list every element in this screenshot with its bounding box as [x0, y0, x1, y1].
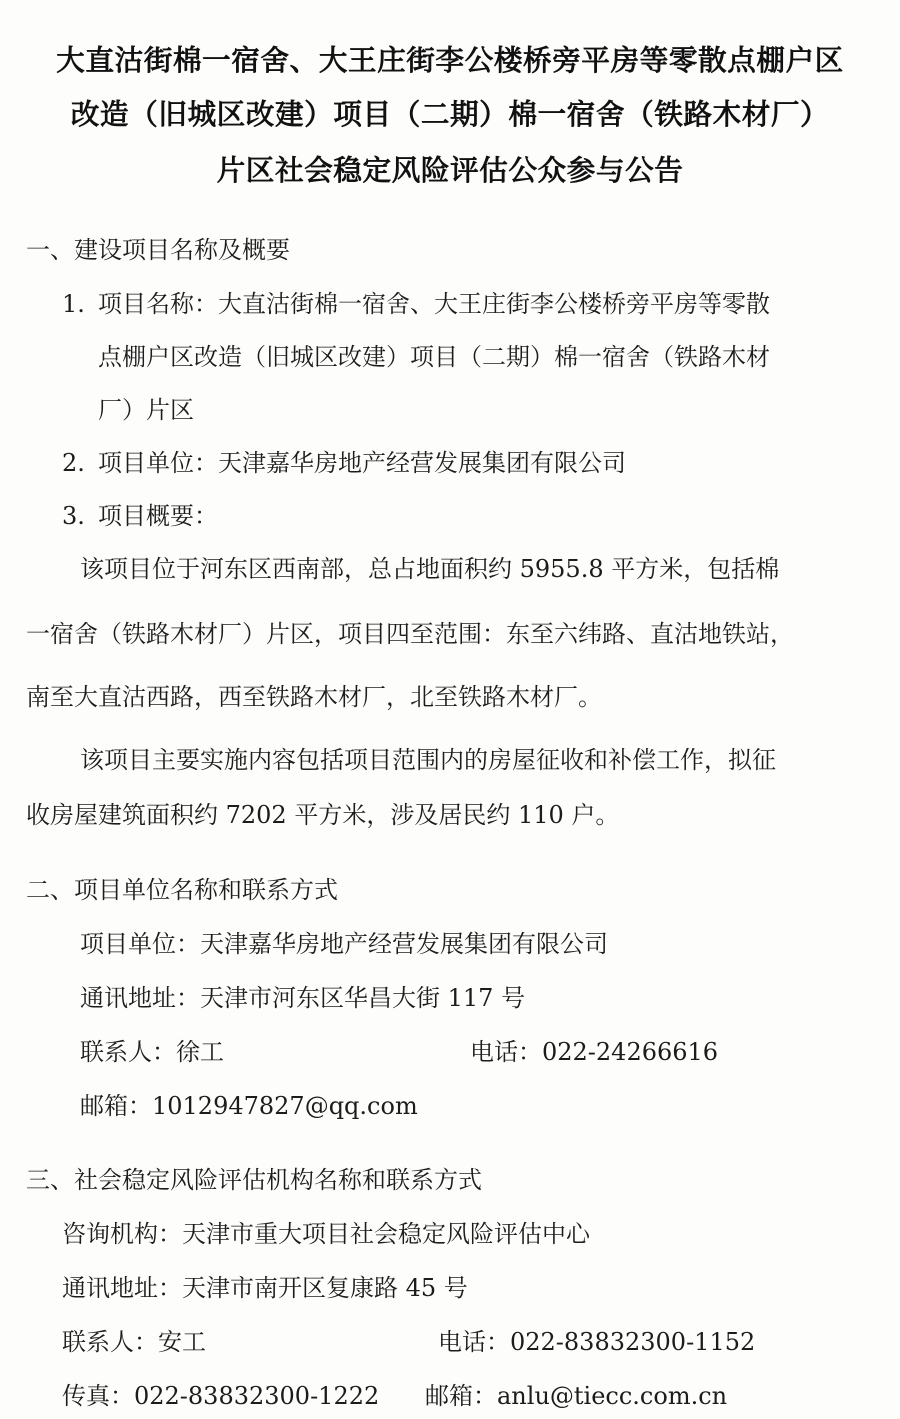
section2-address: 通讯地址：天津市河东区华昌大街 117 号: [80, 984, 526, 1012]
item1-text-line3: 厂）片区: [98, 396, 194, 424]
section2-email: 邮箱：1012947827@qq.com: [80, 1092, 418, 1120]
para1-line2: 一宿舍（铁路木材厂）片区，项目四至范围：东至六纬路、直沽地铁站，: [26, 620, 794, 648]
section3-phone: 电话：022-83832300-1152: [438, 1328, 756, 1356]
section1-heading: 一、建设项目名称及概要: [26, 236, 290, 264]
section3-heading: 三、社会稳定风险评估机构名称和联系方式: [26, 1166, 482, 1194]
item1-text-line2: 点棚户区改造（旧城区改建）项目（二期）棉一宿舍（铁路木材: [98, 343, 770, 371]
section2-phone: 电话：022-24266616: [470, 1038, 719, 1066]
item1-text-line1: 项目名称：大直沽街棉一宿舍、大王庄街李公楼桥旁平房等零散: [98, 290, 770, 318]
item1-number: 1.: [62, 290, 85, 318]
para1-line1: 该项目位于河东区西南部，总占地面积约 5955.8 平方米，包括棉: [80, 555, 780, 583]
item2-text: 项目单位：天津嘉华房地产经营发展集团有限公司: [98, 449, 626, 477]
item3-line: [62, 504, 218, 528]
para2-line2: 收房屋建筑面积约 7202 平方米，涉及居民约 110 户。: [26, 801, 620, 829]
section3-fax: 传真：022-83832300-1222: [62, 1382, 380, 1410]
title-line-2: 改造（旧城区改建）项目（二期）棉一宿舍（铁路木材厂）: [70, 97, 830, 131]
section3-contact: 联系人：安工: [62, 1328, 206, 1356]
section3-email: 邮箱：anlu@tiecc.com.cn: [425, 1382, 728, 1410]
section3-address: 通讯地址：天津市南开区复康路 45 号: [62, 1274, 468, 1302]
section3-agency: 咨询机构：天津市重大项目社会稳定风险评估中心: [62, 1220, 590, 1248]
item3-number: 3.: [62, 502, 85, 530]
item2-number: 2.: [62, 449, 85, 477]
title-line-3: 片区社会稳定风险评估公众参与公告: [216, 153, 684, 187]
para2-line1: 该项目主要实施内容包括项目范围内的房屋征收和补偿工作，拟征: [80, 746, 776, 774]
para1-line3: 南至大直沽西路，西至铁路木材厂，北至铁路木材厂。: [26, 683, 602, 711]
section2-unit: 项目单位：天津嘉华房地产经营发展集团有限公司: [80, 930, 608, 958]
item3-text: 项目概要：: [98, 502, 218, 530]
section2-heading: 二、项目单位名称和联系方式: [26, 876, 338, 904]
title-line-1: 大直沽街棉一宿舍、大王庄街李公楼桥旁平房等零散点棚户区: [56, 43, 844, 77]
item2-line: [62, 451, 626, 475]
item1-line1: [62, 292, 770, 316]
section2-contact: 联系人：徐工: [80, 1038, 224, 1066]
